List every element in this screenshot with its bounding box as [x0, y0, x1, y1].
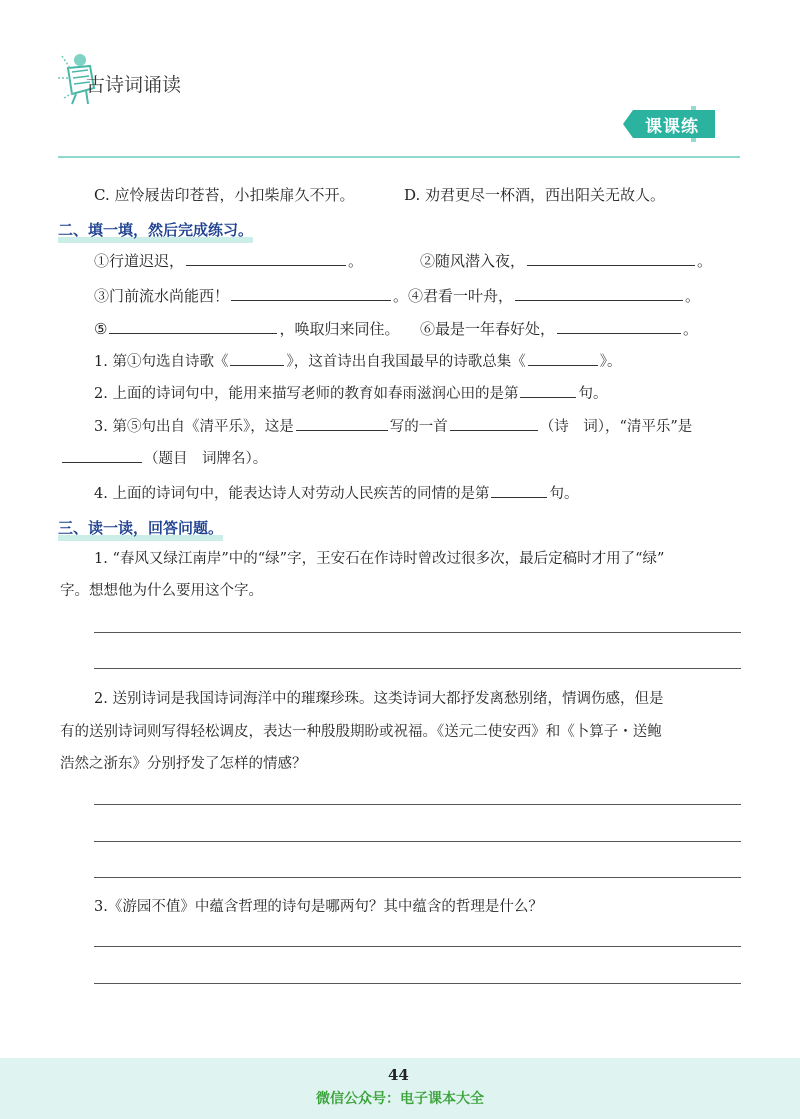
fill-item-text: 。 [685, 287, 701, 305]
answer-blank[interactable] [230, 351, 284, 366]
fill-item-3-4 [94, 285, 700, 306]
answer-blank[interactable] [296, 416, 388, 431]
fill-item-1 [94, 250, 363, 271]
page-number: 44 [388, 1066, 409, 1084]
question-3-2-line3: 浩然之浙东》分别抒发了怎样的情感？ [60, 756, 307, 772]
fill-item-text: ②随风潜入夜， [420, 252, 526, 270]
question-text: 2. 上面的诗词句中，能用来描写老师的教育如春雨滋润心田的是第 [94, 386, 519, 402]
answer-line[interactable] [94, 632, 741, 633]
question-text: （题目 词牌名）。 [144, 451, 268, 467]
fill-item-text: 。 [348, 252, 364, 270]
question-2-3-cont [60, 447, 267, 468]
footer-wechat-text: 微信公众号：电子课本大全 [316, 1091, 484, 1107]
answer-blank[interactable] [520, 383, 576, 398]
answer-blank[interactable] [62, 448, 142, 463]
choice-d: D. 劝君更尽一杯酒，西出阳关无故人。 [404, 186, 666, 204]
section-2-title: 二、填一填，然后完成练习。 [58, 221, 254, 239]
question-text: 3. 第⑤句出自《清平乐》，这是 [94, 419, 294, 435]
answer-blank[interactable] [109, 319, 277, 334]
section-3-title: 三、读一读，回答问题。 [58, 519, 224, 537]
answer-blank[interactable] [515, 286, 683, 301]
question-3-2-line2: 有的送别诗词则写得轻松调皮，表达一种殷殷期盼或祝福。《送元二使安西》和《卜算子・送鲍 [60, 724, 662, 740]
answer-blank[interactable] [491, 483, 547, 498]
answer-line[interactable] [94, 877, 741, 878]
answer-line[interactable] [94, 946, 741, 947]
fill-item-5 [94, 318, 399, 339]
answer-line[interactable] [94, 841, 741, 842]
question-text: 》，这首诗出自我国最早的诗歌总集《 [286, 354, 526, 370]
fill-item-text: ③门前流水尚能西！ [94, 287, 230, 305]
question-2-2 [94, 382, 607, 403]
fill-item-text: ①行道迟迟， [94, 252, 185, 270]
question-2-3 [94, 415, 692, 436]
question-text: 句。 [578, 386, 608, 402]
question-text: （诗 词），“清平乐”是 [539, 419, 693, 435]
fill-item-6 [420, 318, 698, 339]
fill-item-text: 。④君看一叶舟， [393, 287, 514, 305]
fill-item-text: ，唤取归来同住。 [279, 320, 400, 338]
question-2-4 [94, 482, 578, 503]
question-3-1-line1: 1. “春风又绿江南岸”中的“绿”字，王安石在作诗时曾改过很多次，最后定稿时才用了“绿” [94, 551, 665, 567]
choice-c: C. 应怜屐齿印苍苔，小扣柴扉久不开。 [94, 186, 355, 204]
question-3-1-line2: 字。想想他为什么要用这个字。 [60, 583, 263, 599]
fill-item-text: ⑥最是一年春好处， [420, 320, 556, 338]
answer-blank[interactable] [186, 251, 346, 266]
question-text: 句。 [549, 486, 579, 502]
answer-line[interactable] [94, 804, 741, 805]
header-divider [58, 156, 740, 158]
question-3-2-line1: 2. 送别诗词是我国诗词海洋中的璀璨珍珠。这类诗词大都抒发离愁别绪，情调伤感，但是 [94, 691, 664, 707]
practice-badge: 课课练 [645, 117, 699, 137]
question-3-3: 3.《游园不值》中蕴含哲理的诗句是哪两句？其中蕴含的哲理是什么？ [94, 899, 543, 915]
question-2-1 [94, 350, 621, 371]
fill-item-text: 。 [697, 252, 713, 270]
answer-blank[interactable] [231, 286, 391, 301]
question-text: 写的一首 [389, 419, 448, 435]
answer-blank[interactable] [557, 319, 681, 334]
question-text: 4. 上面的诗词句中，能表达诗人对劳动人民疾苦的同情的是第 [94, 486, 490, 502]
fill-item-text: ⑤ [94, 320, 108, 338]
question-text: 》。 [599, 354, 622, 370]
answer-line[interactable] [94, 668, 741, 669]
answer-blank[interactable] [527, 251, 695, 266]
fill-item-text: 。 [683, 320, 699, 338]
answer-line[interactable] [94, 983, 741, 984]
question-text: 1. 第①句选自诗歌《 [94, 354, 229, 370]
answer-blank[interactable] [450, 416, 538, 431]
page-header-title: 古诗词诵读 [86, 74, 182, 96]
answer-blank[interactable] [528, 351, 598, 366]
fill-item-2 [420, 250, 712, 271]
